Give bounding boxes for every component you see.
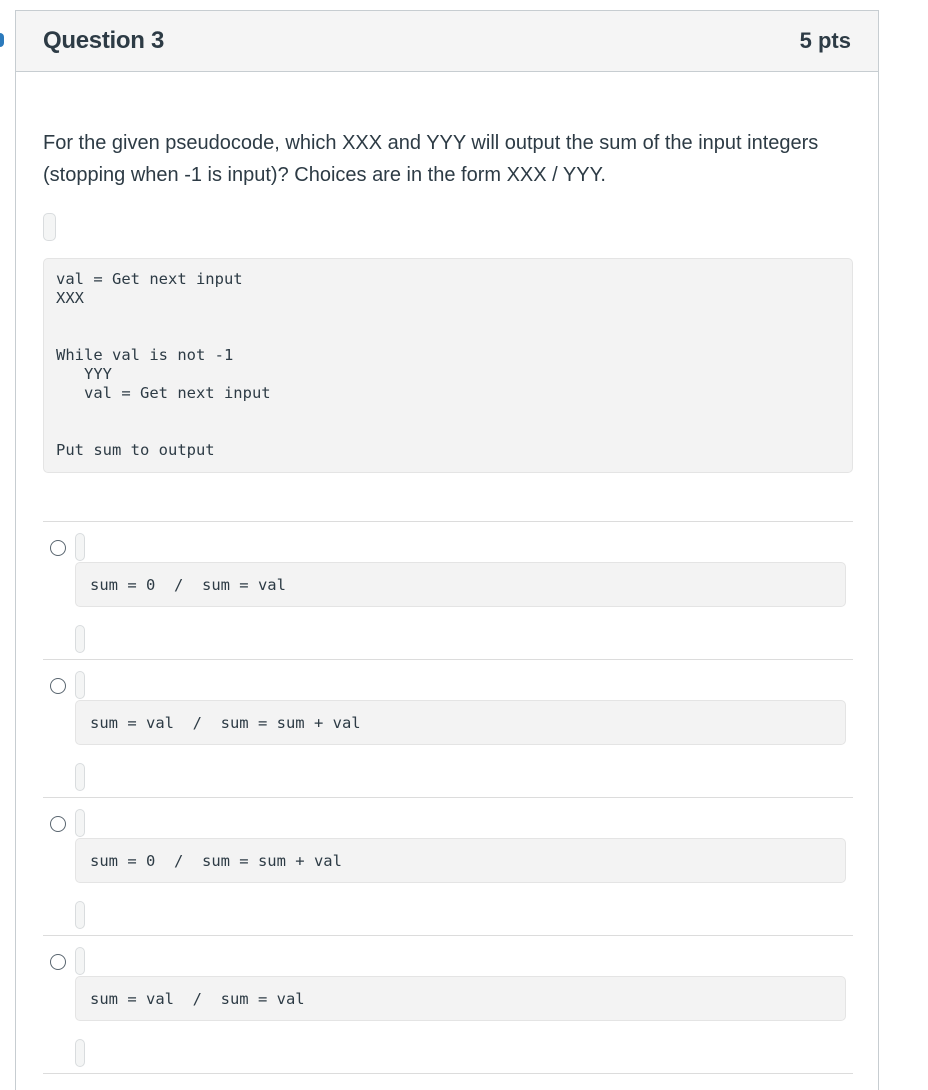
code-line: YYY (56, 365, 112, 383)
code-line: While val is not -1 (56, 346, 234, 364)
question-points: 5 pts (799, 28, 851, 53)
answer-radio-4[interactable] (50, 954, 66, 970)
answer-label-2[interactable]: sum = val / sum = sum + val (75, 700, 846, 745)
empty-paragraph-block (75, 625, 85, 653)
empty-paragraph-block (75, 947, 85, 975)
code-line (56, 422, 840, 441)
code-line: XXX (56, 289, 84, 307)
answer-radio-1[interactable] (50, 540, 66, 556)
empty-paragraph-block (75, 1039, 85, 1067)
answer-radio-3[interactable] (50, 816, 66, 832)
code-line (56, 403, 840, 422)
empty-paragraph-block (75, 809, 85, 837)
answer-label-3[interactable]: sum = 0 / sum = sum + val (75, 838, 846, 883)
empty-paragraph-block (75, 763, 85, 791)
empty-paragraph-block (43, 213, 56, 241)
empty-paragraph-block (75, 533, 85, 561)
code-line: Put sum to output (56, 441, 215, 459)
focus-indicator (0, 33, 4, 47)
question-header (16, 11, 878, 72)
question-card (15, 10, 879, 1090)
answer-option-2[interactable] (43, 660, 853, 798)
empty-paragraph-block (75, 901, 85, 929)
answer-option-1[interactable] (43, 522, 853, 660)
answer-radio-2[interactable] (50, 678, 66, 694)
answer-option-3[interactable] (43, 798, 853, 936)
question-body (16, 72, 878, 1074)
code-line (56, 308, 840, 327)
empty-paragraph-block (75, 671, 85, 699)
code-line: val = Get next input (56, 384, 271, 402)
pseudocode-block (43, 258, 853, 473)
answer-label-1[interactable]: sum = 0 / sum = val (75, 562, 846, 607)
answer-label-4[interactable]: sum = val / sum = val (75, 976, 846, 1021)
code-line: val = Get next input (56, 270, 243, 288)
code-line (56, 327, 840, 346)
answer-option-4[interactable] (43, 936, 853, 1074)
question-title: Question 3 (43, 27, 165, 54)
question-text: For the given pseudocode, which XXX and YYY will output the sum of the input integers (stopping when -1 is input)? Choices are in the form XXX / YYY. (43, 132, 819, 186)
answer-list (43, 521, 853, 1074)
